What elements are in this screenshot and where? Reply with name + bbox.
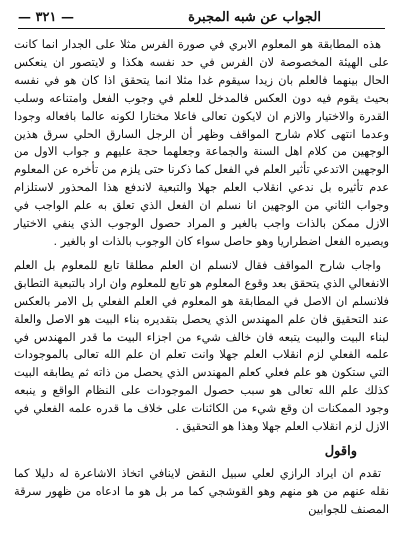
- paragraph-2: واجاب شارح المواقف فقال لانسلم ان العلم مطلقا تابع للمعلوم بل العلم الانفعالي الذي يتحقق بعد وقوع المعلوم هو تابع للمعلوم وان اراد بالتبعية التطابق فلانسلم ان الاصل في المطابقة هو المعلوم في العلم الفعلي بل الامر بالعكس عند التحقيق فان علم المهندس الذي يحصل بتقديره بناء البيت هو الاصل والعلة لبناء البيت والبيت يتبعه فان خالف شيء من اجزاء البيت ما قدر المهندس في علمه الفعلي لزم انقلاب العلم جهلا وانت تعلم ان علم الله تعالى بالموجودات التي ستكون هو علم فعلي كعلم المهندس الذي يحصل من ذاته ثم يطابقه البيت كذلك علم الله تعالى هو سبب حصول الموجودات على النظام الواقع و ينبعه وجود الممكنات ان وقع شيء من الكائنات على خلاف ما قدره علمه الفعلي في الازل لزم انقلاب العلم جهلا وهذا هو التحقيق .: [14, 257, 389, 434]
- closing-paragraph: تقدم ان ايراد الرازي لعلي سبيل النقض لاينافي اتخاذ الاشاعرة له دليلا كما نقله عنهم من هو منهم وهو القوشجي كما مر بل هو ما ادعاه من ظهور سرقة المصنف للجوابين: [14, 465, 389, 516]
- paragraph-1: هذه المطابقة هو المعلوم الابري في صورة الفرس مثلا على الجدار انما كانت على الهيئة المخصوصة لان الفرس في حد نفسه هكذا و لايتصور ان ينعكس الحال بينهما فالعلم بان زيدا سيقوم غدا مثلا انما يتحقق اذا كان هو في نفسه بحيث يقوم فيه دون العكس فالمدخل للعلم في وجوب الفعل وامتناعه وسلب القدرة والاختيار والازم ان لايكون تعالى فاعلا مختارا لكونه عالما بافعاله وجودا وعدما انتهى كلام شارح المواقف وظهر أن الرجل السارق الحلي سرق هذين الوجهين من كلام اهل السنة والجماعة وجعلهما حجة عليهم و جواب الاول من الوجهين الاتدعي تأثير العلم في الفعل كما ذكرنا حتى يلزم من تأخره عن المعلوم عدم تأثيره بل ندعي انقلاب العلم جهلا والتبعية لاندفع هذا المحذور لاستلزام وجواب الثاني من الوجهين انا نسلم ان الفعل الذي تعلق به علم الواجب في الازل ممكن بالذات واجب بالغير و المراد حصول الوجوب الذي ينفي الاختيار ويصيره الفعل اضطراريا وهو حاصل سواء كان الوجوب بالذات او بالغير .: [14, 37, 389, 248]
- running-header: [18, 6, 385, 29]
- body-text: [14, 36, 389, 519]
- page-number: — ٣٢١ —: [18, 9, 75, 25]
- running-title: الجواب عن شبه المجبرة: [188, 9, 321, 25]
- section-heading: واقول: [324, 443, 357, 459]
